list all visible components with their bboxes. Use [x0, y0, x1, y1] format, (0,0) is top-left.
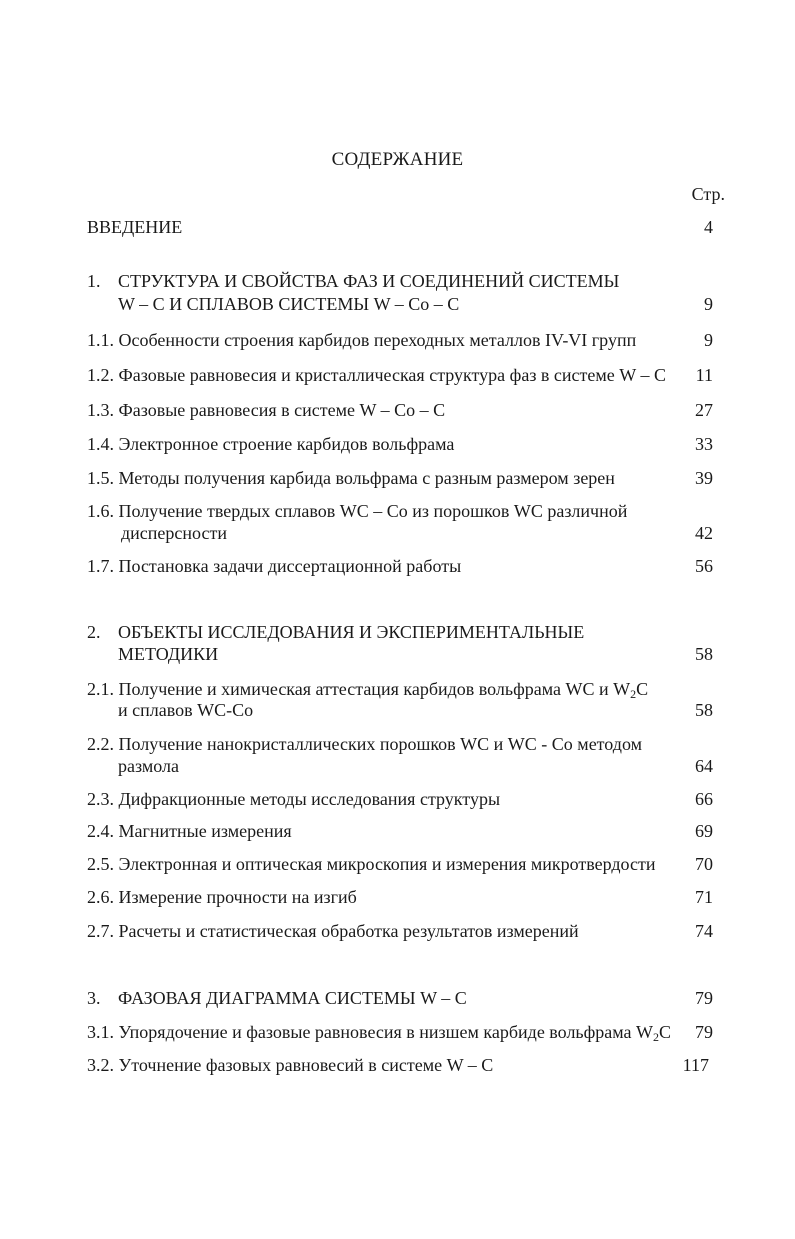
toc-entry-page: 66: [695, 789, 713, 809]
chapter-title-line1: СТРУКТУРА И СВОЙСТВА ФАЗ И СОЕДИНЕНИЙ СИСТЕМЫ: [118, 271, 620, 291]
section-title-text: 3.1. Упорядочение и фазовые равновесия в низшем карбиде вольфрама W: [87, 1022, 654, 1042]
section-title: 3.2. Уточнение фазовых равновесий в системе W – C: [87, 1055, 494, 1075]
chapter-title: ФАЗОВАЯ ДИАГРАММА СИСТЕМЫ W – C: [118, 988, 467, 1008]
section-title-text: 2.1. Получение и химическая аттестация карбидов вольфрама WC и W: [87, 679, 631, 699]
toc-entry-page: 4: [704, 217, 713, 237]
section-title: 2.3. Дифракционные методы исследования структуры: [87, 789, 501, 809]
chapter-number: 1.: [87, 271, 101, 291]
section-title-line1: 1.6. Получение твердых сплавов WC – Co из порошков WC различной: [87, 501, 628, 521]
toc-entry-page: 42: [695, 523, 713, 543]
page-column-label: Стр.: [691, 184, 725, 204]
toc-title: СОДЕРЖАНИЕ: [331, 149, 464, 170]
toc-entry-page: 79: [695, 988, 713, 1008]
toc-entry-label: ВВЕДЕНИЕ: [87, 217, 183, 237]
section-title-line2: размола: [118, 756, 179, 776]
toc-entry-page: 11: [695, 365, 713, 385]
section-title: 1.7. Постановка задачи диссертационной работы: [87, 556, 462, 576]
section-title: 2.7. Расчеты и статистическая обработка результатов измерений: [87, 921, 579, 941]
chapter-title-line2: W – C И СПЛАВОВ СИСТЕМЫ W – Co – C: [118, 294, 460, 314]
section-title-text-end: C: [636, 679, 649, 699]
section-title: [87, 1021, 671, 1043]
toc-entry-page: 56: [695, 556, 713, 576]
section-title: 1.2. Фазовые равновесия и кристаллическая структура фаз в системе W – C: [87, 365, 666, 385]
section-title: 1.4. Электронное строение карбидов вольфрама: [87, 434, 455, 454]
toc-entry-page: 9: [704, 330, 713, 350]
section-title-line2: дисперсности: [121, 523, 227, 543]
chapter-number: 2.: [87, 622, 101, 642]
toc-entry-page: 58: [695, 700, 713, 720]
toc-entry-page: 70: [695, 854, 713, 874]
toc-entry-page: 79: [695, 1022, 713, 1042]
toc-entry-page: 74: [695, 921, 713, 941]
chapter-title-line2: МЕТОДИКИ: [118, 644, 219, 664]
section-title-line1: 2.2. Получение нанокристаллических порошков WC и WC - Co методом: [87, 734, 642, 754]
section-title: 1.5. Методы получения карбида вольфрама с разным размером зерен: [87, 468, 615, 488]
subscript: 2: [653, 1030, 660, 1044]
section-title: 2.4. Магнитные измерения: [87, 821, 292, 841]
section-title-line1: [87, 678, 648, 700]
section-title-text-end: C: [659, 1022, 672, 1042]
chapter-title-line1: ОБЪЕКТЫ ИССЛЕДОВАНИЯ И ЭКСПЕРИМЕНТАЛЬНЫЕ: [118, 622, 585, 642]
section-title: 2.5. Электронная и оптическая микроскопия и измерения микротвердости: [87, 854, 656, 874]
toc-entry-page: 69: [695, 821, 713, 841]
section-title: 1.3. Фазовые равновесия в системе W – Co – C: [87, 400, 446, 420]
toc-entry-page: 64: [695, 756, 713, 776]
toc-entry-page: 27: [695, 400, 713, 420]
section-title-line2: и сплавов WC-Co: [118, 700, 254, 720]
section-title: 2.6. Измерение прочности на изгиб: [87, 887, 357, 907]
toc-entry-page: 58: [695, 644, 713, 664]
toc-entry-page: 33: [695, 434, 713, 454]
section-title: 1.1. Особенности строения карбидов переходных металлов IV-VI групп: [87, 330, 637, 350]
toc-entry-page: 9: [704, 294, 713, 314]
toc-entry-page: 39: [695, 468, 713, 488]
chapter-number: 3.: [87, 988, 101, 1008]
toc-entry-page: 71: [695, 887, 713, 907]
subscript: 2: [630, 687, 637, 701]
toc-entry-page: 117: [682, 1055, 709, 1075]
